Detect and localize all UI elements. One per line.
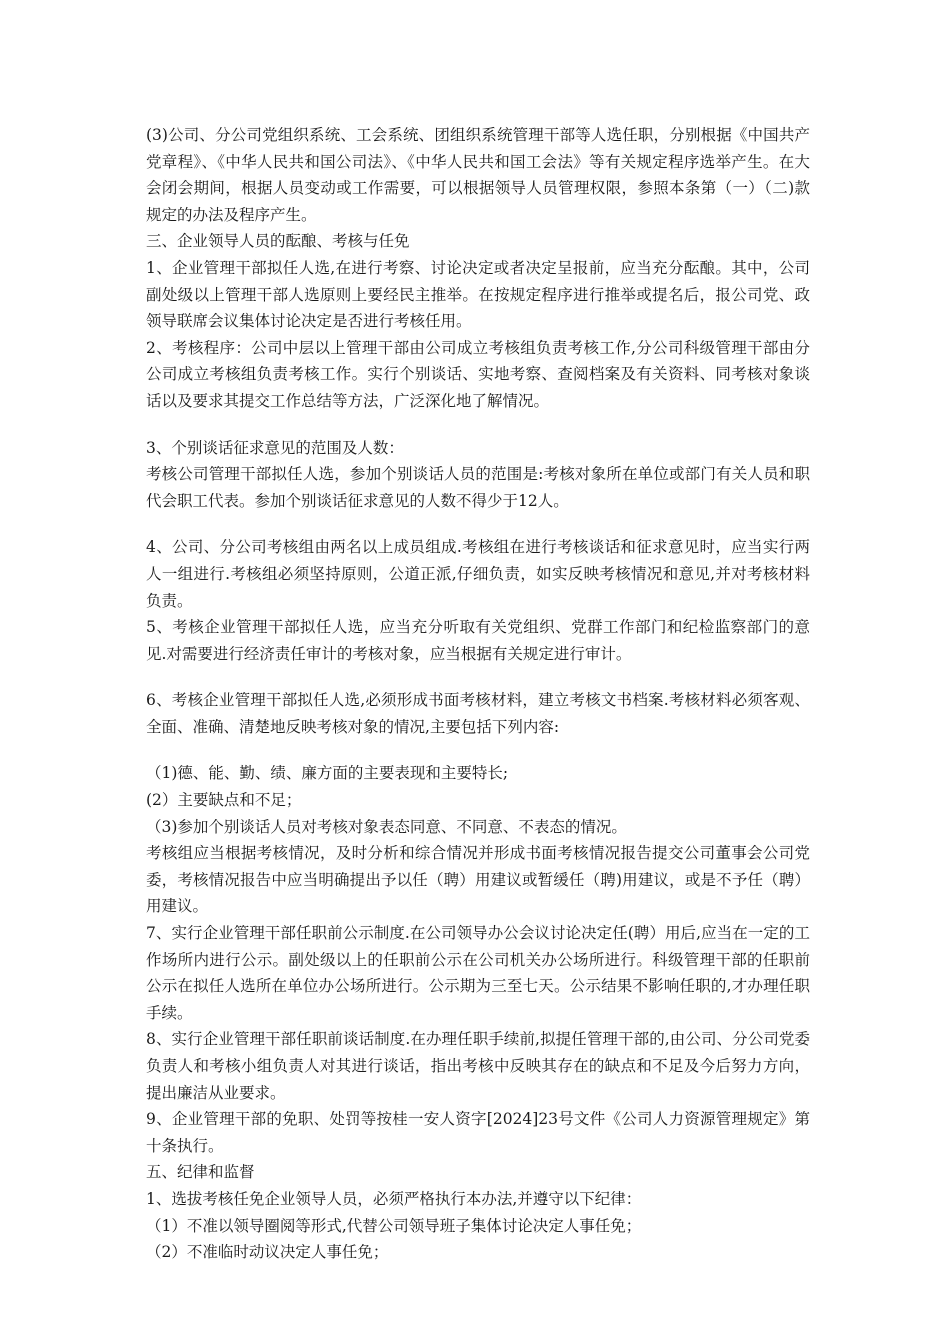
paragraph-gap	[146, 514, 810, 534]
paragraph-gap	[146, 667, 810, 687]
paragraph-2-assessment-procedure: 2、考核程序：公司中层以上管理干部由公司成立考核组负责考核工作,分公司科级管理干部由分公司成立考核组负责考核工作。实行个别谈话、实地考察、查阅档案及有关资料、同考核对象谈话以及要求其提交工作总结等方法，广泛深化地了解情况。	[146, 338, 810, 410]
paragraph-8-pre-appointment-talk: 8、实行企业管理干部任职前谈话制度.在办理任职手续前,拟提任管理干部的,由公司、分公司党委负责人和考核小组负责人对其进行谈话，指出考核中反映其存在的缺点和不足及今后努力方向，提出廉洁从业要求。	[146, 1030, 810, 1102]
paragraph-gap	[146, 740, 810, 760]
paragraph-3-interview-scope: 3、个别谈话征求意见的范围及人数：	[146, 438, 404, 457]
paragraph-4-assessment-group: 4、公司、分公司考核组由两名以上成员组成.考核组在进行考核谈话和征求意见时，应当实行两人一组进行.考核组必须坚持原则，公道正派,仔细负责，如实反映考核情况和意见,并对考核材料负责。	[146, 538, 810, 610]
paragraph-7-public-notice: 7、实行企业管理干部任职前公示制度.在公司领导办公会议讨论决定任(聘）用后,应当在一定的工作场所内进行公示。副处级以上的任职前公示在公司机关办公场所进行。科级管理干部的任职前公示在拟任人选所在单位办公场所进行。公示期为三至七天。公示结果不影响任职的,才办理任职手续。	[146, 924, 810, 1022]
paragraph-interview-participants: 考核公司管理干部拟任人选，参加个别谈话人员的范围是:考核对象所在单位或部门有关人员和职代会职工代表。参加个别谈话征求意见的人数不得少于12人。	[146, 465, 810, 510]
document-body	[146, 122, 810, 1266]
list-item-discipline-1: （1）不准以领导圈阅等形式,代替公司领导班子集体讨论决定人事任免；	[146, 1216, 642, 1235]
paragraph-1-discipline: 1、选拔考核任免企业领导人员，必须严格执行本办法,并遵守以下纪律：	[146, 1189, 642, 1208]
list-item-2-shortcomings: (2）主要缺点和不足；	[146, 791, 302, 810]
paragraph-6-written-materials: 6、考核企业管理干部拟任人选,必须形成书面考核材料，建立考核文书档案.考核材料必须客观、全面、准确、清楚地反映考核对象的情况,主要包括下列内容:	[146, 691, 810, 736]
list-item-1-performance: （1)德、能、勤、绩、廉方面的主要表现和主要特长;	[146, 764, 509, 783]
section-heading-5: 五、纪律和监督	[146, 1163, 255, 1182]
paragraph-3-party-org-election: (3)公司、分公司党组织系统、工会系统、团组织系统管理干部等人选任职，分别根据《中国共产党章程》、《中华人民共和国公司法》、《中华人民共和国工会法》等有关规定程序选举产生。在大会闭会期间，根据人员变动或工作需要，可以根据领导人员管理权限，参照本条第（一）（二)款规定的办法及程序产生。	[146, 126, 810, 224]
paragraph-9-dismissal: 9、企业管理干部的免职、处罚等按桂一安人资字[2024]23号文件《公司人力资源管理规定》第十条执行。	[146, 1110, 810, 1155]
list-item-3-attitudes: （3)参加个别谈话人员对考核对象表态同意、不同意、不表态的情况。	[146, 817, 627, 836]
paragraph-1-deliberation: 1、企业管理干部拟任人选,在进行考察、讨论决定或者决定呈报前，应当充分酝酿。其中，公司副处级以上管理干部人选原则上要经民主推举。在按规定程序进行推举或提名后，报公司党、政领导联席会议集体讨论决定是否进行考核任用。	[146, 258, 810, 331]
list-item-discipline-2: （2）不准临时动议决定人事任免；	[146, 1243, 389, 1262]
paragraph-5-opinions-audit: 5、考核企业管理干部拟任人选，应当充分听取有关党组织、党群工作部门和纪检监察部门的意见.对需要进行经济责任审计的考核对象，应当根据有关规定进行审计。	[146, 618, 810, 663]
paragraph-assessment-report: 考核组应当根据考核情况，及时分析和综合情况并形成书面考核情况报告提交公司董事会公司党委，考核情况报告中应当明确提出予以任（聘）用建议或暂缓任（聘)用建议，或是不予任（聘）用建议。	[146, 844, 810, 916]
paragraph-gap	[146, 415, 810, 435]
section-heading-3: 三、企业领导人员的酝酿、考核与任免	[146, 232, 410, 251]
